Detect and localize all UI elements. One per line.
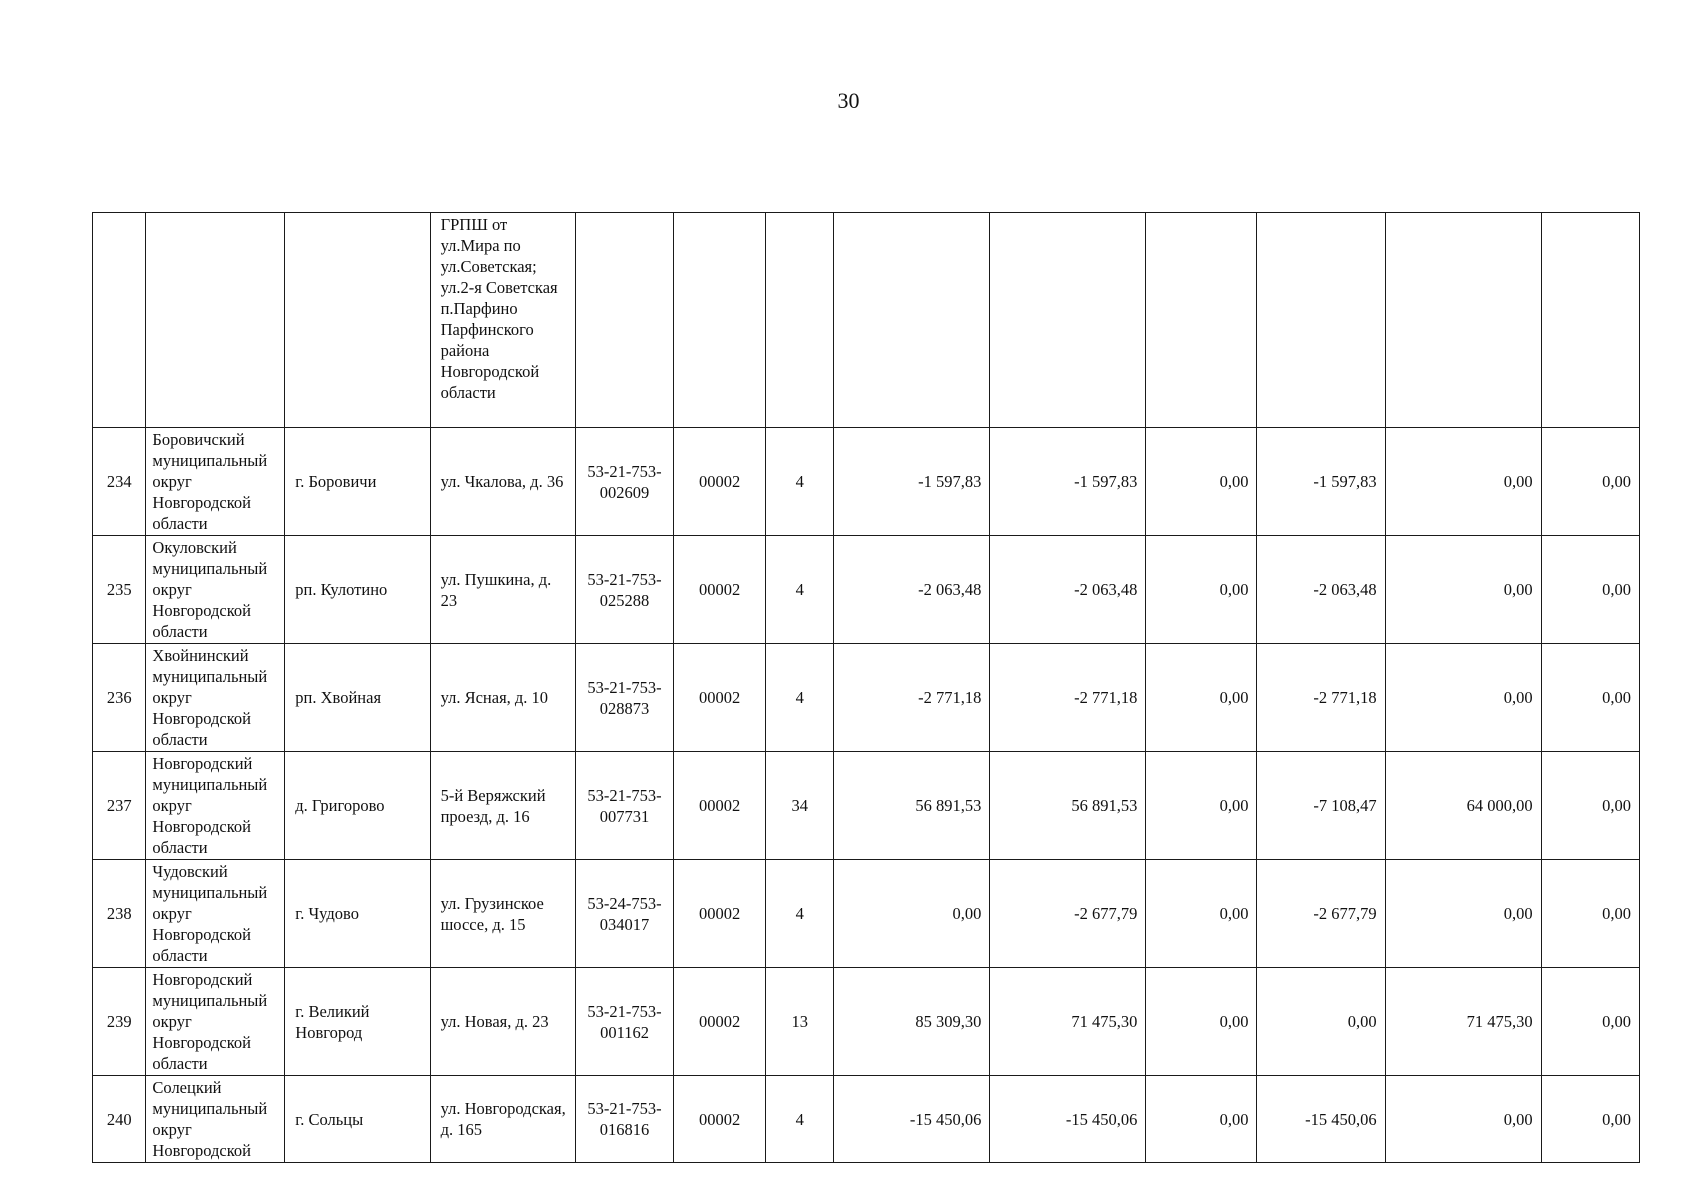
cell-qty bbox=[766, 213, 834, 428]
cell-municipality: Окуловский муниципальный округ Новгородской области bbox=[146, 536, 285, 644]
cell-value-5: 0,00 bbox=[1385, 428, 1541, 536]
cell-value-5: 0,00 bbox=[1385, 1076, 1541, 1163]
cell-num: 237 bbox=[93, 752, 146, 860]
cell-value-1: 0,00 bbox=[834, 860, 990, 968]
cell-qty: 34 bbox=[766, 752, 834, 860]
cell-address: ул. Новгородская, д. 165 bbox=[430, 1076, 575, 1163]
cell-value-1 bbox=[834, 213, 990, 428]
cell-value-1: 85 309,30 bbox=[834, 968, 990, 1076]
cell-value-5: 64 000,00 bbox=[1385, 752, 1541, 860]
cell-code: 53-21-753-028873 bbox=[575, 644, 673, 752]
cell-code: 53-21-753-016816 bbox=[575, 1076, 673, 1163]
cell-settlement: г. Боровичи bbox=[285, 428, 430, 536]
cell-num: 235 bbox=[93, 536, 146, 644]
cell-value-5: 71 475,30 bbox=[1385, 968, 1541, 1076]
cell-value-4: -2 063,48 bbox=[1257, 536, 1385, 644]
cell-num: 239 bbox=[93, 968, 146, 1076]
cell-value-3: 0,00 bbox=[1146, 536, 1257, 644]
cell-code: 53-21-753-002609 bbox=[575, 428, 673, 536]
cell-category: 00002 bbox=[674, 1076, 766, 1163]
cell-settlement: д. Григорово bbox=[285, 752, 430, 860]
cell-municipality: Новгородский муниципальный округ Новгородской области bbox=[146, 752, 285, 860]
cell-category: 00002 bbox=[674, 644, 766, 752]
cell-code: 53-21-753-025288 bbox=[575, 536, 673, 644]
cell-value-4: -7 108,47 bbox=[1257, 752, 1385, 860]
register-table bbox=[92, 212, 1640, 1163]
cell-settlement: рп. Кулотино bbox=[285, 536, 430, 644]
cell-value-3: 0,00 bbox=[1146, 968, 1257, 1076]
cell-value-4: -2 771,18 bbox=[1257, 644, 1385, 752]
cell-qty: 4 bbox=[766, 536, 834, 644]
cell-address: ГРПШ от ул.Мира по ул.Советская; ул.2-я Советская п.Парфино Парфинского района Новгородской области bbox=[430, 213, 575, 428]
cell-value-3 bbox=[1146, 213, 1257, 428]
cell-value-6: 0,00 bbox=[1541, 428, 1639, 536]
cell-value-4 bbox=[1257, 213, 1385, 428]
cell-settlement: г. Сольцы bbox=[285, 1076, 430, 1163]
cell-value-3: 0,00 bbox=[1146, 1076, 1257, 1163]
cell-num: 236 bbox=[93, 644, 146, 752]
cell-settlement bbox=[285, 213, 430, 428]
cell-value-2: -2 771,18 bbox=[990, 644, 1146, 752]
cell-code: 53-21-753-007731 bbox=[575, 752, 673, 860]
table-row bbox=[93, 428, 1640, 536]
cell-address: 5-й Веряжский проезд, д. 16 bbox=[430, 752, 575, 860]
cell-qty: 4 bbox=[766, 428, 834, 536]
cell-code: 53-21-753-001162 bbox=[575, 968, 673, 1076]
cell-category: 00002 bbox=[674, 752, 766, 860]
cell-value-2: 56 891,53 bbox=[990, 752, 1146, 860]
cell-value-3: 0,00 bbox=[1146, 860, 1257, 968]
cell-value-6: 0,00 bbox=[1541, 1076, 1639, 1163]
cell-value-1: -15 450,06 bbox=[834, 1076, 990, 1163]
cell-num: 240 bbox=[93, 1076, 146, 1163]
cell-qty: 4 bbox=[766, 860, 834, 968]
cell-code bbox=[575, 213, 673, 428]
cell-num bbox=[93, 213, 146, 428]
cell-value-2: -2 063,48 bbox=[990, 536, 1146, 644]
cell-value-6: 0,00 bbox=[1541, 536, 1639, 644]
table-row bbox=[93, 860, 1640, 968]
cell-value-4: -15 450,06 bbox=[1257, 1076, 1385, 1163]
cell-municipality: Солецкий муниципальный округ Новгородской bbox=[146, 1076, 285, 1163]
cell-value-5: 0,00 bbox=[1385, 536, 1541, 644]
cell-address: ул. Чкалова, д. 36 bbox=[430, 428, 575, 536]
cell-municipality bbox=[146, 213, 285, 428]
cell-category: 00002 bbox=[674, 428, 766, 536]
page-number: 30 bbox=[837, 88, 860, 113]
cell-settlement: г. Великий Новгород bbox=[285, 968, 430, 1076]
cell-code: 53-24-753-034017 bbox=[575, 860, 673, 968]
cell-address: ул. Ясная, д. 10 bbox=[430, 644, 575, 752]
cell-value-5: 0,00 bbox=[1385, 860, 1541, 968]
cell-category bbox=[674, 213, 766, 428]
cell-qty: 4 bbox=[766, 644, 834, 752]
cell-value-2: -15 450,06 bbox=[990, 1076, 1146, 1163]
cell-value-3: 0,00 bbox=[1146, 644, 1257, 752]
table-row bbox=[93, 752, 1640, 860]
cell-address: ул. Грузинское шоссе, д. 15 bbox=[430, 860, 575, 968]
cell-value-4: -2 677,79 bbox=[1257, 860, 1385, 968]
table-row bbox=[93, 968, 1640, 1076]
cell-value-1: -2 063,48 bbox=[834, 536, 990, 644]
table-row bbox=[93, 1076, 1640, 1163]
cell-settlement: рп. Хвойная bbox=[285, 644, 430, 752]
table-row-continuation bbox=[93, 213, 1640, 428]
cell-qty: 4 bbox=[766, 1076, 834, 1163]
cell-value-6: 0,00 bbox=[1541, 860, 1639, 968]
cell-value-5 bbox=[1385, 213, 1541, 428]
cell-category: 00002 bbox=[674, 968, 766, 1076]
cell-value-6: 0,00 bbox=[1541, 752, 1639, 860]
cell-municipality: Новгородский муниципальный округ Новгородской области bbox=[146, 968, 285, 1076]
cell-num: 238 bbox=[93, 860, 146, 968]
table-row bbox=[93, 536, 1640, 644]
cell-value-2: -1 597,83 bbox=[990, 428, 1146, 536]
cell-value-3: 0,00 bbox=[1146, 428, 1257, 536]
cell-qty: 13 bbox=[766, 968, 834, 1076]
cell-address: ул. Пушкина, д. 23 bbox=[430, 536, 575, 644]
cell-municipality: Боровичский муниципальный округ Новгородской области bbox=[146, 428, 285, 536]
table-row bbox=[93, 644, 1640, 752]
cell-value-3: 0,00 bbox=[1146, 752, 1257, 860]
cell-value-1: -1 597,83 bbox=[834, 428, 990, 536]
cell-value-2 bbox=[990, 213, 1146, 428]
cell-municipality: Хвойнинский муниципальный округ Новгородской области bbox=[146, 644, 285, 752]
cell-municipality: Чудовский муниципальный округ Новгородской области bbox=[146, 860, 285, 968]
cell-value-6: 0,00 bbox=[1541, 968, 1639, 1076]
cell-value-4: 0,00 bbox=[1257, 968, 1385, 1076]
cell-value-2: -2 677,79 bbox=[990, 860, 1146, 968]
cell-category: 00002 bbox=[674, 860, 766, 968]
cell-value-5: 0,00 bbox=[1385, 644, 1541, 752]
cell-value-6: 0,00 bbox=[1541, 644, 1639, 752]
cell-value-4: -1 597,83 bbox=[1257, 428, 1385, 536]
cell-value-1: 56 891,53 bbox=[834, 752, 990, 860]
cell-settlement: г. Чудово bbox=[285, 860, 430, 968]
cell-value-6 bbox=[1541, 213, 1639, 428]
cell-num: 234 bbox=[93, 428, 146, 536]
cell-value-1: -2 771,18 bbox=[834, 644, 990, 752]
cell-category: 00002 bbox=[674, 536, 766, 644]
cell-address: ул. Новая, д. 23 bbox=[430, 968, 575, 1076]
cell-value-2: 71 475,30 bbox=[990, 968, 1146, 1076]
